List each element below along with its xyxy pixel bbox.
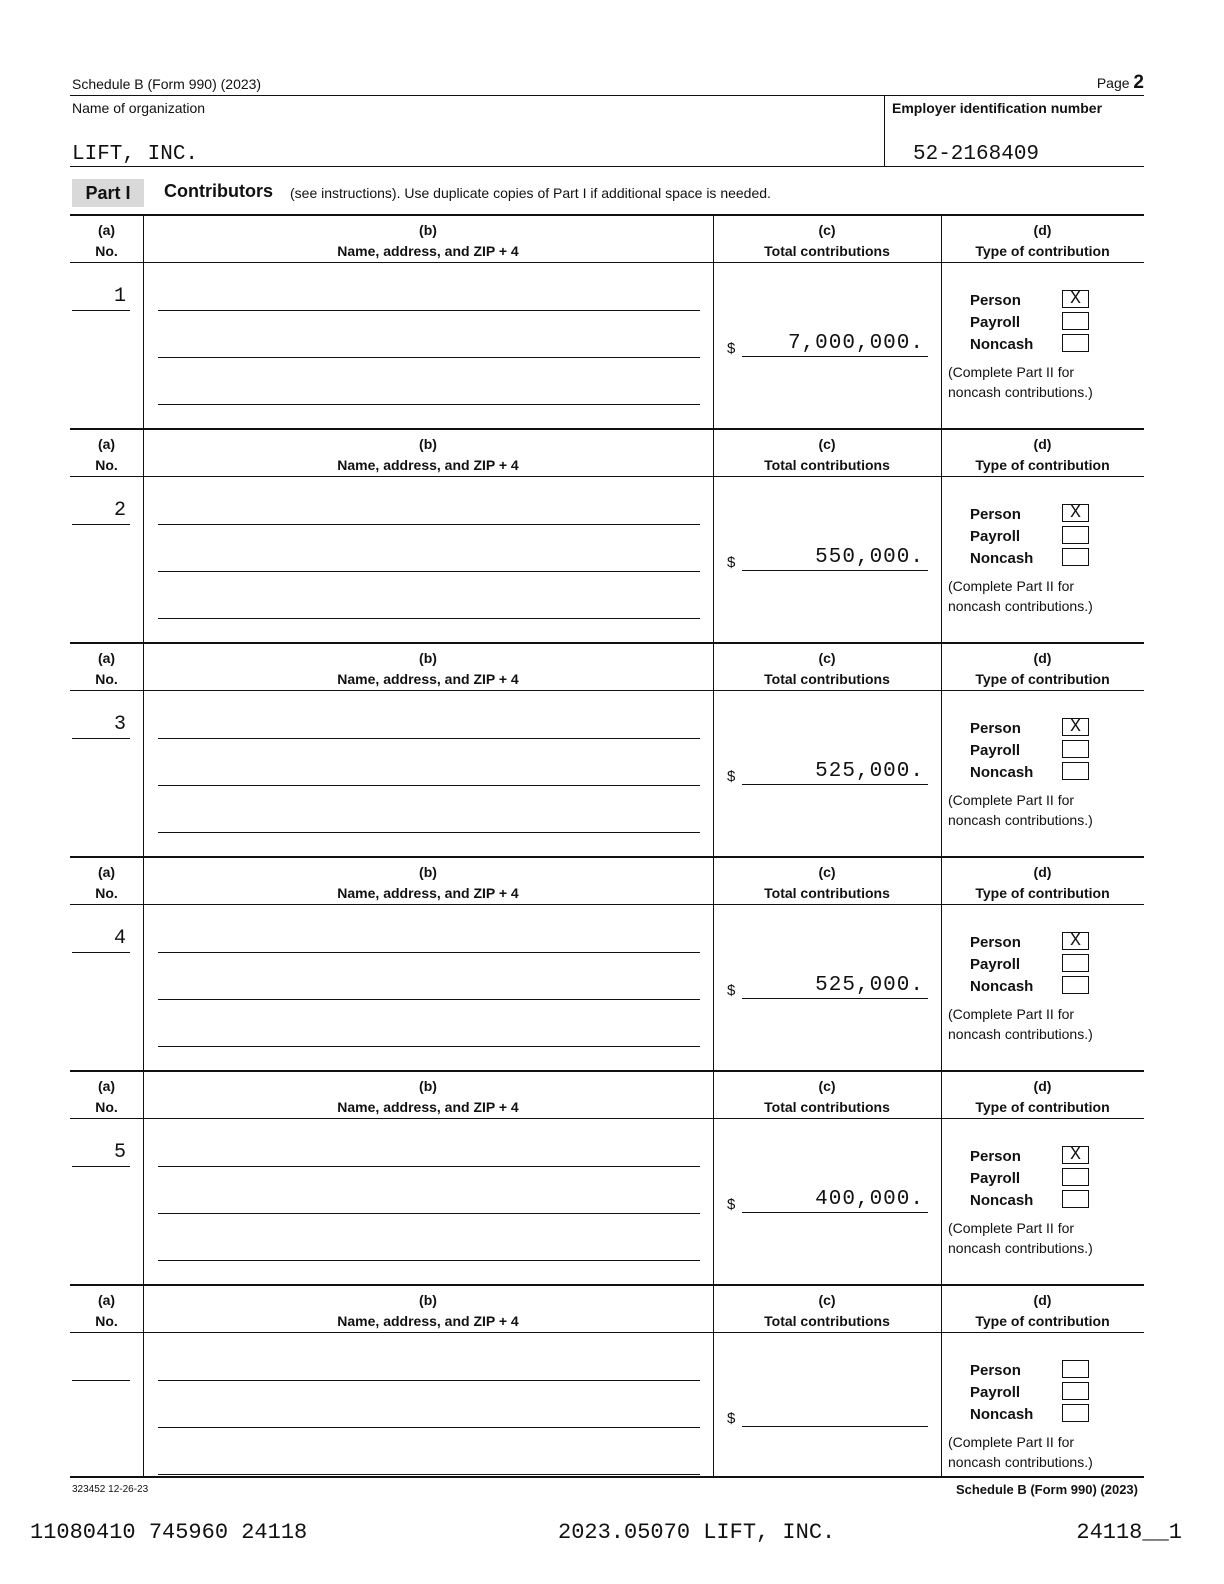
col-a-letter: (a)	[97, 222, 116, 238]
noncash-checkbox[interactable]	[1062, 548, 1089, 566]
bottom-right-code: 24118__1	[1076, 1520, 1182, 1545]
noncash-checkbox[interactable]	[1062, 1404, 1089, 1422]
dollar-sign: $	[727, 1410, 736, 1427]
part-title: Contributors	[164, 181, 273, 201]
col-b-label: Name, address, and ZIP + 4	[337, 457, 519, 473]
person-checkbox[interactable]: X	[1062, 718, 1089, 736]
col-d-letter: (d)	[1033, 222, 1052, 238]
payroll-checkbox[interactable]	[1062, 1168, 1089, 1186]
block-top-rule	[70, 642, 1144, 644]
header-rule	[70, 95, 1144, 96]
contributor-number: 5	[113, 1141, 126, 1164]
payroll-checkbox[interactable]	[1062, 312, 1089, 330]
col-b-header	[143, 1076, 713, 1118]
col-c-label: Total contributions	[764, 885, 890, 901]
col-c-header	[713, 220, 941, 262]
col-d-label: Type of contribution	[975, 1313, 1110, 1329]
type-label-person: Person	[970, 1362, 1021, 1379]
col-b-header	[143, 648, 713, 690]
noncash-note-line-2: noncash contributions.)	[948, 1026, 1093, 1042]
col-d-header	[941, 1290, 1144, 1332]
col-divider	[713, 642, 714, 856]
col-divider	[941, 214, 942, 428]
col-a-label: No.	[95, 457, 118, 473]
col-d-label: Type of contribution	[975, 457, 1110, 473]
type-label-noncash: Noncash	[970, 336, 1034, 353]
col-d-letter: (d)	[1033, 864, 1052, 880]
name-address-line[interactable]	[158, 1474, 700, 1475]
contribution-amount: 525,000.	[815, 974, 924, 997]
amount-line	[742, 784, 928, 785]
col-c-label: Total contributions	[764, 671, 890, 687]
name-address-line[interactable]	[158, 310, 700, 311]
name-address-line[interactable]	[158, 524, 700, 525]
payroll-checkbox[interactable]	[1062, 954, 1089, 972]
name-address-line[interactable]	[158, 1260, 700, 1261]
part-instructions: (see instructions). Use duplicate copies of Part I if additional space is needed.	[290, 185, 771, 201]
type-label-person: Person	[970, 292, 1021, 309]
name-address-line[interactable]	[158, 999, 700, 1000]
dollar-sign: $	[727, 982, 736, 999]
name-address-line[interactable]	[158, 952, 700, 953]
col-a-letter: (a)	[97, 436, 116, 452]
col-c-letter: (c)	[818, 1292, 836, 1308]
col-divider	[713, 856, 714, 1070]
amount-line	[742, 570, 928, 571]
block-top-rule	[70, 1070, 1144, 1072]
contributor-number: 2	[113, 499, 126, 522]
col-a-label: No.	[95, 1313, 118, 1329]
col-d-letter: (d)	[1033, 650, 1052, 666]
name-address-line[interactable]	[158, 785, 700, 786]
org-name-label: Name of organization	[72, 100, 206, 116]
number-line	[72, 1380, 130, 1381]
col-c-letter: (c)	[818, 436, 836, 452]
col-a-header	[70, 1290, 143, 1332]
type-label-noncash: Noncash	[970, 1406, 1034, 1423]
contribution-amount: 400,000.	[815, 1188, 924, 1211]
col-a-letter: (a)	[97, 864, 116, 880]
amount-line	[742, 998, 928, 999]
col-d-header	[941, 862, 1144, 904]
name-address-line[interactable]	[158, 1213, 700, 1214]
col-d-letter: (d)	[1033, 1078, 1052, 1094]
contributor-number: 1	[113, 285, 126, 308]
name-address-line[interactable]	[158, 1046, 700, 1047]
type-label-person: Person	[970, 506, 1021, 523]
noncash-note	[948, 1432, 1093, 1472]
col-d-header	[941, 220, 1144, 262]
person-checkbox[interactable]: X	[1062, 290, 1089, 308]
col-a-label: No.	[95, 671, 118, 687]
col-b-letter: (b)	[419, 650, 437, 666]
type-label-noncash: Noncash	[970, 1192, 1034, 1209]
name-address-line[interactable]	[158, 357, 700, 358]
noncash-note-line-2: noncash contributions.)	[948, 598, 1093, 614]
payroll-checkbox[interactable]	[1062, 1382, 1089, 1400]
bottom-left-code: 11080410 745960 24118	[30, 1520, 308, 1545]
person-checkbox[interactable]: X	[1062, 932, 1089, 950]
type-label-payroll: Payroll	[970, 742, 1021, 759]
ein-label: Employer identification number	[892, 100, 1103, 116]
name-address-line[interactable]	[158, 1166, 700, 1167]
person-checkbox[interactable]: X	[1062, 504, 1089, 522]
col-divider	[941, 642, 942, 856]
bottom-center-code: 2023.05070 LIFT, INC.	[558, 1520, 836, 1545]
page-indicator	[1097, 72, 1144, 94]
col-b-label: Name, address, and ZIP + 4	[337, 1099, 519, 1115]
col-b-letter: (b)	[419, 864, 437, 880]
col-divider	[713, 1070, 714, 1284]
contribution-amount: 525,000.	[815, 760, 924, 783]
noncash-checkbox[interactable]	[1062, 976, 1089, 994]
name-address-line[interactable]	[158, 738, 700, 739]
col-c-letter: (c)	[818, 864, 836, 880]
col-b-label: Name, address, and ZIP + 4	[337, 1313, 519, 1329]
page-number: 2	[1133, 72, 1144, 93]
col-divider	[143, 642, 144, 856]
col-a-header	[70, 1076, 143, 1118]
col-divider	[143, 1070, 144, 1284]
header-bottom-rule	[70, 690, 1144, 691]
col-b-letter: (b)	[419, 222, 437, 238]
type-label-payroll: Payroll	[970, 314, 1021, 331]
col-d-header	[941, 434, 1144, 476]
number-line	[72, 1166, 130, 1167]
col-divider	[713, 1284, 714, 1476]
payroll-checkbox[interactable]	[1062, 526, 1089, 544]
col-c-header	[713, 862, 941, 904]
col-a-label: No.	[95, 885, 118, 901]
amount-line	[742, 1212, 928, 1213]
person-checkbox[interactable]: X	[1062, 1146, 1089, 1164]
noncash-checkbox[interactable]	[1062, 334, 1089, 352]
col-b-header	[143, 862, 713, 904]
col-divider	[941, 856, 942, 1070]
type-label-payroll: Payroll	[970, 1384, 1021, 1401]
amount-line	[742, 1426, 928, 1427]
col-b-letter: (b)	[419, 1292, 437, 1308]
number-line	[72, 952, 130, 953]
type-label-noncash: Noncash	[970, 764, 1034, 781]
header-bottom-rule	[70, 1332, 1144, 1333]
col-c-header	[713, 648, 941, 690]
col-b-label: Name, address, and ZIP + 4	[337, 671, 519, 687]
noncash-note-line-1: (Complete Part II for	[948, 792, 1075, 808]
col-b-label: Name, address, and ZIP + 4	[337, 885, 519, 901]
type-label-noncash: Noncash	[970, 550, 1034, 567]
noncash-checkbox[interactable]	[1062, 1190, 1089, 1208]
block-top-rule	[70, 214, 1144, 216]
dollar-sign: $	[727, 340, 736, 357]
noncash-note-line-2: noncash contributions.)	[948, 384, 1093, 400]
part-label: Part I	[72, 179, 144, 207]
col-a-label: No.	[95, 1099, 118, 1115]
footer-code: 323452 12-26-23	[72, 1484, 149, 1495]
col-a-header	[70, 648, 143, 690]
type-label-noncash: Noncash	[970, 978, 1034, 995]
col-d-label: Type of contribution	[975, 885, 1110, 901]
dollar-sign: $	[727, 554, 736, 571]
payroll-checkbox[interactable]	[1062, 740, 1089, 758]
col-c-letter: (c)	[818, 1078, 836, 1094]
col-d-header	[941, 1076, 1144, 1118]
name-address-line[interactable]	[158, 404, 700, 405]
noncash-note-line-1: (Complete Part II for	[948, 578, 1075, 594]
col-divider	[941, 1070, 942, 1284]
col-c-letter: (c)	[818, 650, 836, 666]
noncash-note	[948, 576, 1093, 616]
name-address-line[interactable]	[158, 571, 700, 572]
ein-divider	[884, 95, 885, 167]
name-address-line[interactable]	[158, 1427, 700, 1428]
col-c-header	[713, 1076, 941, 1118]
col-c-label: Total contributions	[764, 1099, 890, 1115]
header-bottom-rule	[70, 262, 1144, 263]
col-d-label: Type of contribution	[975, 243, 1110, 259]
col-d-label: Type of contribution	[975, 671, 1110, 687]
col-c-label: Total contributions	[764, 1313, 890, 1329]
form-title: Schedule B (Form 990) (2023)	[72, 76, 262, 92]
org-rule	[70, 166, 1144, 167]
number-line	[72, 524, 130, 525]
col-divider	[941, 428, 942, 642]
col-a-letter: (a)	[97, 650, 116, 666]
col-divider	[143, 214, 144, 428]
name-address-line[interactable]	[158, 618, 700, 619]
type-label-payroll: Payroll	[970, 1170, 1021, 1187]
header-bottom-rule	[70, 1118, 1144, 1119]
col-c-letter: (c)	[818, 222, 836, 238]
dollar-sign: $	[727, 1196, 736, 1213]
col-divider	[713, 214, 714, 428]
noncash-note-line-1: (Complete Part II for	[948, 1220, 1075, 1236]
type-label-person: Person	[970, 720, 1021, 737]
noncash-note-line-2: noncash contributions.)	[948, 812, 1093, 828]
col-a-letter: (a)	[97, 1078, 116, 1094]
dollar-sign: $	[727, 768, 736, 785]
col-b-label: Name, address, and ZIP + 4	[337, 243, 519, 259]
col-d-header	[941, 648, 1144, 690]
number-line	[72, 738, 130, 739]
block-top-rule	[70, 428, 1144, 430]
col-divider	[941, 1284, 942, 1476]
col-b-header	[143, 434, 713, 476]
contributor-number: 3	[113, 713, 126, 736]
name-address-line[interactable]	[158, 1380, 700, 1381]
noncash-note-line-2: noncash contributions.)	[948, 1454, 1093, 1470]
type-label-payroll: Payroll	[970, 528, 1021, 545]
name-address-line[interactable]	[158, 832, 700, 833]
ein-value: 52-2168409	[913, 143, 1040, 166]
noncash-note	[948, 1004, 1093, 1044]
block-top-rule	[70, 1284, 1144, 1286]
noncash-checkbox[interactable]	[1062, 762, 1089, 780]
col-c-header	[713, 1290, 941, 1332]
org-name-value: LIFT, INC.	[72, 143, 199, 166]
col-b-header	[143, 220, 713, 262]
col-a-label: No.	[95, 243, 118, 259]
col-b-letter: (b)	[419, 1078, 437, 1094]
type-label-payroll: Payroll	[970, 956, 1021, 973]
contribution-amount: 7,000,000.	[787, 332, 924, 355]
header-bottom-rule	[70, 904, 1144, 905]
col-divider	[713, 428, 714, 642]
type-label-person: Person	[970, 1148, 1021, 1165]
col-b-header	[143, 1290, 713, 1332]
col-divider	[143, 1284, 144, 1476]
col-a-letter: (a)	[97, 1292, 116, 1308]
noncash-note	[948, 362, 1093, 402]
noncash-note	[948, 1218, 1093, 1258]
noncash-note	[948, 790, 1093, 830]
amount-line	[742, 356, 928, 357]
col-c-header	[713, 434, 941, 476]
col-c-label: Total contributions	[764, 457, 890, 473]
noncash-note-line-1: (Complete Part II for	[948, 1434, 1075, 1450]
col-a-header	[70, 862, 143, 904]
header-bottom-rule	[70, 476, 1144, 477]
col-c-label: Total contributions	[764, 243, 890, 259]
noncash-note-line-1: (Complete Part II for	[948, 364, 1075, 380]
block-top-rule	[70, 856, 1144, 858]
footer-form-ref: Schedule B (Form 990) (2023)	[955, 1482, 1138, 1497]
col-d-letter: (d)	[1033, 436, 1052, 452]
table-bottom-rule	[70, 1476, 1144, 1478]
number-line	[72, 310, 130, 311]
col-a-header	[70, 220, 143, 262]
noncash-note-line-1: (Complete Part II for	[948, 1006, 1075, 1022]
noncash-note-line-2: noncash contributions.)	[948, 1240, 1093, 1256]
person-checkbox[interactable]	[1062, 1360, 1089, 1378]
col-d-label: Type of contribution	[975, 1099, 1110, 1115]
col-divider	[143, 428, 144, 642]
col-b-letter: (b)	[419, 436, 437, 452]
col-d-letter: (d)	[1033, 1292, 1052, 1308]
col-divider	[143, 856, 144, 1070]
contributor-number: 4	[113, 927, 126, 950]
col-a-header	[70, 434, 143, 476]
contribution-amount: 550,000.	[815, 546, 924, 569]
page-label: Page	[1096, 75, 1130, 91]
type-label-person: Person	[970, 934, 1021, 951]
